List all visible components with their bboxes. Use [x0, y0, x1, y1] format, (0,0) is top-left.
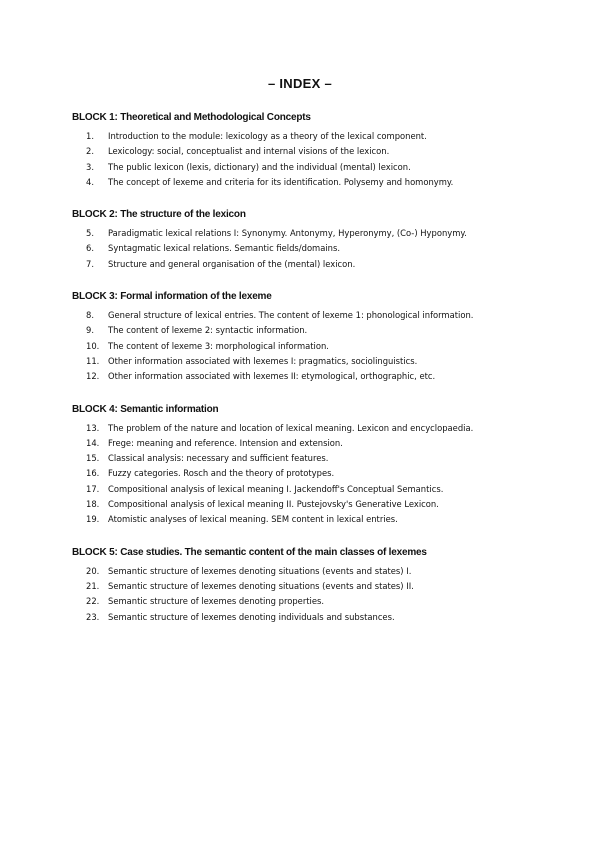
list-item: [72, 241, 542, 256]
list-item: [72, 482, 542, 497]
list-item: [72, 323, 542, 338]
item-text: Introduction to the module: lexicology as a theory of the lexical component.: [108, 131, 427, 141]
block-heading: BLOCK 4: Semantic information: [72, 403, 219, 415]
list-item: [72, 421, 542, 436]
block-2: [72, 209, 542, 272]
block-heading: BLOCK 1: Theoretical and Methodological Concepts: [72, 112, 311, 123]
item-number: 22.: [86, 596, 100, 607]
list-item: [72, 129, 542, 144]
item-number: 10.: [86, 340, 100, 351]
item-text: The public lexicon (lexis, dictionary) and the individual (mental) lexicon.: [108, 161, 411, 172]
block-1: [72, 112, 542, 190]
item-text: Syntagmatic lexical relations. Semantic fields/domains.: [108, 243, 341, 254]
item-number: 4.: [86, 176, 94, 187]
list-item: [72, 451, 542, 466]
item-number: 13.: [86, 422, 100, 433]
list-item: [72, 594, 542, 609]
item-number: 17.: [86, 483, 100, 494]
list-item: [72, 160, 542, 175]
block-item-list: [72, 564, 542, 625]
list-item: [72, 579, 542, 594]
item-number: 6.: [86, 243, 94, 254]
item-number: 21.: [86, 580, 100, 591]
item-text: General structure of lexical entries. The content of lexeme 1: phonological information.: [108, 310, 474, 321]
list-item: [72, 436, 542, 451]
item-text: The concept of lexeme and criteria for its identification. Polysemy and homonymy.: [108, 176, 454, 187]
item-number: 20.: [86, 565, 100, 576]
item-text: Fuzzy categories. Rosch and the theory of prototypes.: [108, 468, 335, 479]
item-number: 14.: [86, 437, 100, 448]
item-number: 15.: [86, 453, 100, 464]
list-item: [72, 226, 542, 241]
item-text: Semantic structure of lexemes denoting properties.: [108, 596, 325, 607]
list-item: [72, 564, 542, 579]
item-number: 8.: [86, 310, 94, 321]
list-item: [72, 466, 542, 481]
list-item: [72, 144, 542, 159]
item-text: Other information associated with lexemes I: pragmatics, sociolinguistics.: [108, 355, 418, 366]
block-item-list: [72, 421, 542, 528]
item-text: Semantic structure of lexemes denoting individuals and substances.: [108, 611, 395, 622]
item-text: The content of lexeme 2: syntactic information.: [108, 325, 308, 336]
list-item: [72, 308, 542, 323]
item-number: 9.: [86, 325, 94, 336]
block-heading: BLOCK 2: The structure of the lexicon: [72, 209, 246, 221]
item-text: Lexicology: social, conceptualist and internal visions of the lexicon.: [108, 146, 390, 157]
block-heading: BLOCK 5: Case studies. The semantic content of the main classes of lexemes: [72, 546, 427, 558]
list-item: [72, 354, 542, 369]
item-number: 11.: [86, 355, 100, 366]
item-number: 16.: [86, 468, 100, 479]
item-number: 1.: [86, 131, 94, 141]
list-item: [72, 610, 542, 625]
block-item-list: [72, 129, 542, 190]
list-item: [72, 175, 542, 190]
item-text: Classical analysis: necessary and sufficient features.: [108, 453, 329, 464]
item-text: Semantic structure of lexemes denoting situations (events and states) II.: [108, 580, 414, 591]
item-number: 3.: [86, 161, 94, 172]
item-number: 2.: [86, 146, 94, 157]
block-3: [72, 291, 542, 384]
item-text: Compositional analysis of lexical meaning II. Pustejovsky's Generative Lexicon.: [108, 499, 439, 510]
item-number: 18.: [86, 499, 100, 510]
block-item-list: [72, 308, 542, 384]
list-item: [72, 512, 542, 527]
index-content: [72, 112, 542, 644]
block-item-list: [72, 226, 542, 272]
item-number: 23.: [86, 611, 100, 622]
item-number: 7.: [86, 258, 94, 269]
list-item: [72, 369, 542, 384]
item-text: Structure and general organisation of the (mental) lexicon.: [108, 258, 356, 269]
item-number: 12.: [86, 371, 100, 382]
item-text: The content of lexeme 3: morphological information.: [108, 340, 329, 351]
item-text: Compositional analysis of lexical meaning I. Jackendoff's Conceptual Semantics.: [108, 483, 444, 494]
item-text: Semantic structure of lexemes denoting situations (events and states) I.: [108, 565, 412, 576]
item-text: Atomistic analyses of lexical meaning. SEM content in lexical entries.: [108, 514, 398, 525]
item-text: Paradigmatic lexical relations I: Synonymy. Antonymy, Hyperonymy, (Co-) Hyponymy.: [108, 228, 467, 239]
item-text: Frege: meaning and reference. Intension and extension.: [108, 437, 343, 448]
item-text: Other information associated with lexemes II: etymological, orthographic, etc.: [108, 371, 436, 382]
list-item: [72, 257, 542, 272]
page-title: – INDEX –: [267, 76, 333, 91]
block-heading: BLOCK 3: Formal information of the lexeme: [72, 291, 272, 303]
list-item: [72, 497, 542, 512]
block-5: [72, 547, 542, 625]
item-number: 5.: [86, 228, 94, 239]
block-4: [72, 404, 542, 528]
list-item: [72, 339, 542, 354]
item-text: The problem of the nature and location of lexical meaning. Lexicon and encyclopaedia.: [108, 422, 474, 433]
item-number: 19.: [86, 514, 100, 525]
